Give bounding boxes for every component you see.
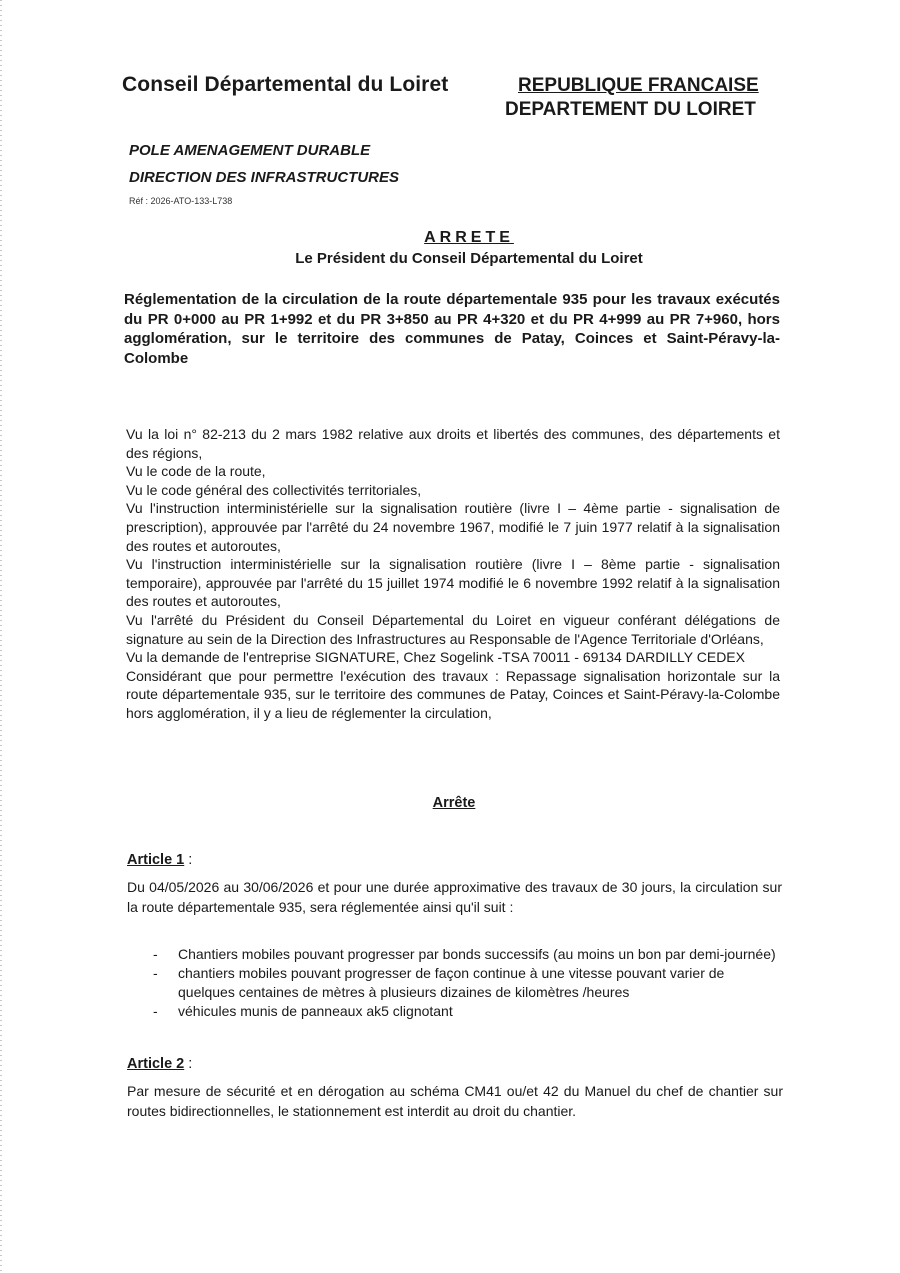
visas-block [126,425,780,723]
article-2-body: Par mesure de sécurité et en dérogation au schéma CM41 ou/et 42 du Manuel du chef de chantier sur routes bidirectionnelles, le stationnement est interdit au droit du chantier. [127,1083,783,1119]
article-1-colon: : [184,852,193,868]
article-1-heading [127,852,192,868]
article-1-body: Du 04/05/2026 au 30/06/2026 et pour une durée approximative des travaux de 30 jours, la circulation sur la route départementale 935, sera réglementée ainsi qu'il suit : [127,879,782,915]
visa-item: Considérant que pour permettre l'exécution des travaux : Repassage signalisation horizontale sur la route départementale 935, sur le territoire des communes de Patay, Coinces et Saint-Péravy-la-Colombe hors agglomération, il y a lieu de réglementer la circulation, [126,667,780,721]
list-item: - Chantiers mobiles pouvant progresser par bonds successifs (au moins un bon par demi-journée) [151,945,781,964]
organization-name: Conseil Départemental du Loiret [122,73,449,96]
pole-label: POLE AMENAGEMENT DURABLE [129,142,371,159]
reference-number: Réf : 2026-ATO-133-L738 [129,196,233,206]
republic-heading: REPUBLIQUE FRANCAISE [518,75,759,96]
arrete-subject: Réglementation de la circulation de la route départementale 935 pour les travaux exécutés du PR 0+000 au PR 1+992 et du PR 3+850 au PR 4+320 et du PR 4+999 au PR 7+960, hors agglomération, sur le territoire des communes de Patay, Coinces et Saint-Péravy-la-Colombe [124,291,780,367]
president-subtitle: Le Président du Conseil Départemental du Loiret [295,250,643,267]
visa-item: Vu l'arrêté du Président du Conseil Départemental du Loiret en vigueur conférant délégations de signature au sein de la Direction des Infrastructures au Responsable de l'Agence Territoriale d'Orléans, [126,611,780,647]
scan-edge-artifact [0,0,2,1273]
article-2-heading [127,1056,192,1072]
department-heading: DEPARTEMENT DU LOIRET [505,99,756,120]
article-2-colon: : [184,1056,193,1072]
direction-label: DIRECTION DES INFRASTRUCTURES [129,169,400,186]
list-item: - véhicules munis de panneaux ak5 clignotant [151,1002,781,1021]
visa-item: Vu la loi n° 82-213 du 2 mars 1982 relative aux droits et libertés des communes, des départements et des régions, [126,426,780,461]
decision-heading: Arrête [432,795,476,811]
visa-item: Vu le code général des collectivités territoriales, [126,481,422,498]
arrete-title: ARRETE [424,229,514,246]
visa-item: Vu l'instruction interministérielle sur la signalisation routière (livre I – 4ème partie - signalisation de prescription), approuvée par l'arrêté du 24 novembre 1967, modifié le 7 juin 1977 relatif à la signalisation des routes et autoroutes, [126,500,780,554]
article-2-label: Article 2 [127,1056,185,1072]
article-1-label: Article 1 [127,852,185,868]
visa-item: Vu la demande de l'entreprise SIGNATURE, Chez Sogelink -TSA 70011 - 69134 DARDILLY CEDEX [126,649,745,666]
article-1-list [151,945,781,1021]
visa-item: Vu l'instruction interministérielle sur la signalisation routière (livre I – 8ème partie - signalisation temporaire), approuvée par l'arrêté du 15 juillet 1974 modifié le 6 novembre 1992 relatif à la signalisation des routes et autoroutes, [126,556,780,610]
visa-item: Vu le code de la route, [126,463,266,480]
list-item: - chantiers mobiles pouvant progresser de façon continue à une vitesse pouvant varier de quelques centaines de mètres à plusieurs dizaines de kilomètres /heures [151,964,781,1002]
